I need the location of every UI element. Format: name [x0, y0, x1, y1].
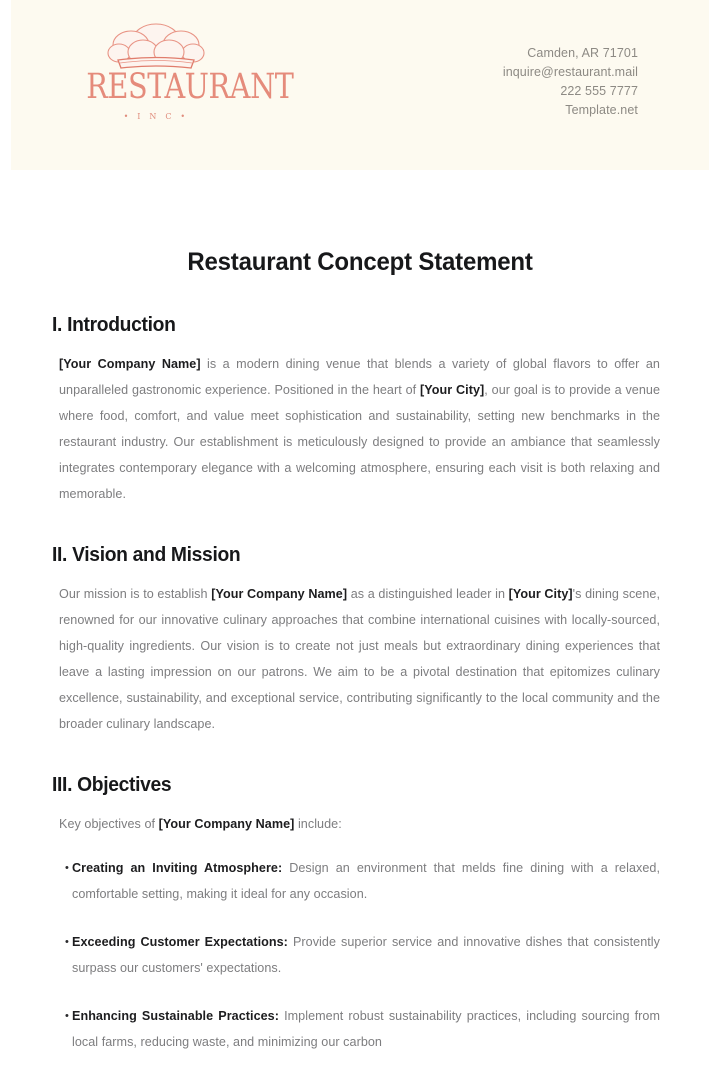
contact-email[interactable]: inquire@restaurant.mail	[502, 65, 638, 79]
list-item	[66, 855, 660, 907]
list-item	[66, 1003, 660, 1055]
objective-term: Enhancing Sustainable Practices:	[72, 1009, 279, 1023]
contact-block	[503, 44, 638, 120]
contact-phone: 222 555 7777	[560, 84, 638, 98]
objective-description: Design an environment that melds fine dining with a relaxed, comfortable setting, making it ideal for any occasion.	[72, 861, 660, 901]
section-paragraph-objectives: Key objectives of [Your Company Name] include:	[59, 817, 342, 831]
logo-subtext: • I N C •	[123, 112, 189, 121]
document-header	[11, 0, 709, 170]
objective-term: Creating an Inviting Atmosphere:	[72, 861, 283, 875]
document-body	[0, 170, 720, 1077]
section-paragraph-introduction: [Your Company Name] is a modern dining venue that blends a variety of global flavors to offer an unparalleled gastronomic experience. Positioned in the heart of [Your City], our goal is to provide a venue where food, comfort, and value meet sophistication and sustainability, setting new benchmarks in the restaurant industry. Our establishment is meticulously designed to provide an ambiance that seamlessly integrates contemporary elegance with a welcoming atmosphere, ensuring each visit is both relaxing and memorable.	[59, 357, 661, 501]
section-heading-objectives: III. Objectives	[52, 773, 172, 796]
contact-address: Camden, AR 71701	[527, 46, 638, 60]
list-item	[66, 929, 660, 981]
section-vision-and-mission	[0, 543, 720, 737]
section-heading-introduction: I. Introduction	[52, 313, 176, 336]
section-heading-vision-and-mission: II. Vision and Mission	[52, 543, 241, 566]
contact-website[interactable]: Template.net	[565, 103, 638, 117]
objectives-list	[52, 855, 660, 1055]
section-introduction	[0, 313, 720, 507]
section-paragraph-vision-and-mission: Our mission is to establish [Your Company Name] as a distinguished leader in [Your City]'s dining scene, renowned for our innovative culinary approaches that combine international cuisines with locally-sourced, high-quality ingredients. Our vision is to create not just meals but extraordinary dining experiences that leave a lasting impression on our patrons. We aim to be a pivotal destination that epitomizes culinary excellence, sustainability, and exceptional service, contributing significantly to the local community and the broader culinary landscape.	[59, 587, 660, 731]
page-title: Restaurant Concept Statement	[187, 248, 533, 276]
objective-description: Provide superior service and innovative dishes that consistently surpass our customers' expectations.	[72, 935, 661, 975]
logo-wordmark: RESTAURANT	[86, 67, 294, 107]
company-logo	[71, 22, 294, 142]
objective-term: Exceeding Customer Expectations:	[72, 935, 288, 949]
section-objectives	[0, 773, 720, 1055]
objective-description: Implement robust sustainability practices, including sourcing from local farms, reducing waste, and minimizing our carbon	[72, 1009, 660, 1049]
